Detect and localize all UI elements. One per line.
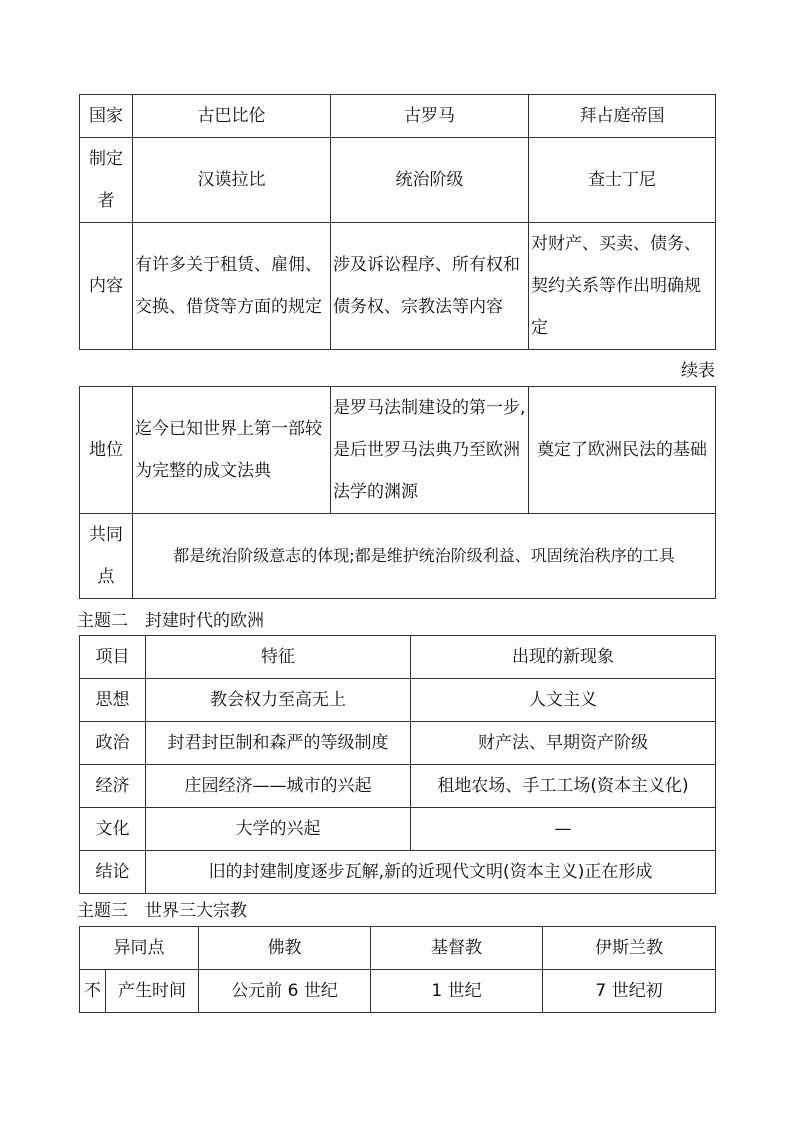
- table-cell: 涉及诉讼程序、所有权和债务权、宗教法等内容: [331, 223, 529, 350]
- table-cell: 奠定了欧洲民法的基础: [529, 387, 716, 514]
- table-cell: 汉谟拉比: [133, 138, 331, 223]
- table-row: [80, 765, 716, 808]
- table-row: [80, 95, 716, 138]
- header-cell: 伊斯兰教: [543, 927, 716, 970]
- row-label: 制定者: [80, 138, 133, 223]
- table-row: [80, 927, 716, 970]
- table-cell: 庄园经济——城市的兴起: [146, 765, 411, 808]
- table-row: [80, 808, 716, 851]
- legal-comparison-table: [79, 94, 716, 350]
- row-label: 地位: [80, 387, 133, 514]
- table-row: [80, 970, 716, 1013]
- row-label: 思想: [80, 679, 146, 722]
- table-cell: 都是统治阶级意志的体现;都是维护统治阶级利益、巩固统治秩序的工具: [133, 514, 716, 599]
- table-row: [80, 722, 716, 765]
- table-cell: 1 世纪: [371, 970, 543, 1013]
- table-cell: 是罗马法制建设的第一步,是后世罗马法典乃至欧洲法学的渊源: [331, 387, 529, 514]
- world-religions-table: [79, 926, 716, 1013]
- header-cell: 佛教: [199, 927, 371, 970]
- table-row: [80, 679, 716, 722]
- table-cell: 公元前 6 世纪: [199, 970, 371, 1013]
- section-heading: 主题二 封建时代的欧洲: [77, 611, 264, 631]
- table-cell: 统治阶级: [331, 138, 529, 223]
- table-cell: 对财产、买卖、债务、契约关系等作出明确规定: [529, 223, 716, 350]
- header-cell: 异同点: [80, 927, 199, 970]
- table-row: [80, 636, 716, 679]
- header-cell: 古罗马: [331, 95, 529, 138]
- table-row: [80, 138, 716, 223]
- section-heading: 主题三 世界三大宗教: [77, 901, 247, 921]
- table-cell: 大学的兴起: [146, 808, 411, 851]
- table-cell: 封君封臣制和森严的等级制度: [146, 722, 411, 765]
- row-label: 政治: [80, 722, 146, 765]
- feudal-europe-table: [79, 635, 716, 894]
- table-cell: 旧的封建制度逐步瓦解,新的近现代文明(资本主义)正在形成: [146, 851, 716, 894]
- header-cell: 项目: [80, 636, 146, 679]
- header-cell: 基督教: [371, 927, 543, 970]
- header-cell: 特征: [146, 636, 411, 679]
- row-label: 共同点: [80, 514, 133, 599]
- row-label: 产生时间: [106, 970, 199, 1013]
- continued-label: 续表: [681, 361, 715, 381]
- table-row: [80, 514, 716, 599]
- row-label: 结论: [80, 851, 146, 894]
- legal-comparison-table-continued: [79, 386, 716, 599]
- row-group-label: 不: [80, 970, 106, 1013]
- table-row: [80, 223, 716, 350]
- header-cell: 出现的新现象: [411, 636, 716, 679]
- row-label: 文化: [80, 808, 146, 851]
- table-cell: 查士丁尼: [529, 138, 716, 223]
- row-label: 内容: [80, 223, 133, 350]
- header-cell: 古巴比伦: [133, 95, 331, 138]
- table-cell: 人文主义: [411, 679, 716, 722]
- table-cell: 7 世纪初: [543, 970, 716, 1013]
- table-row: [80, 387, 716, 514]
- table-row: [80, 851, 716, 894]
- table-cell: 教会权力至高无上: [146, 679, 411, 722]
- header-cell: 国家: [80, 95, 133, 138]
- table-cell: 租地农场、手工工场(资本主义化): [411, 765, 716, 808]
- table-cell: 迄今已知世界上第一部较为完整的成文法典: [133, 387, 331, 514]
- row-label: 经济: [80, 765, 146, 808]
- table-cell: 有许多关于租赁、雇佣、交换、借贷等方面的规定: [133, 223, 331, 350]
- table-cell: 财产法、早期资产阶级: [411, 722, 716, 765]
- table-cell: —: [411, 808, 716, 851]
- header-cell: 拜占庭帝国: [529, 95, 716, 138]
